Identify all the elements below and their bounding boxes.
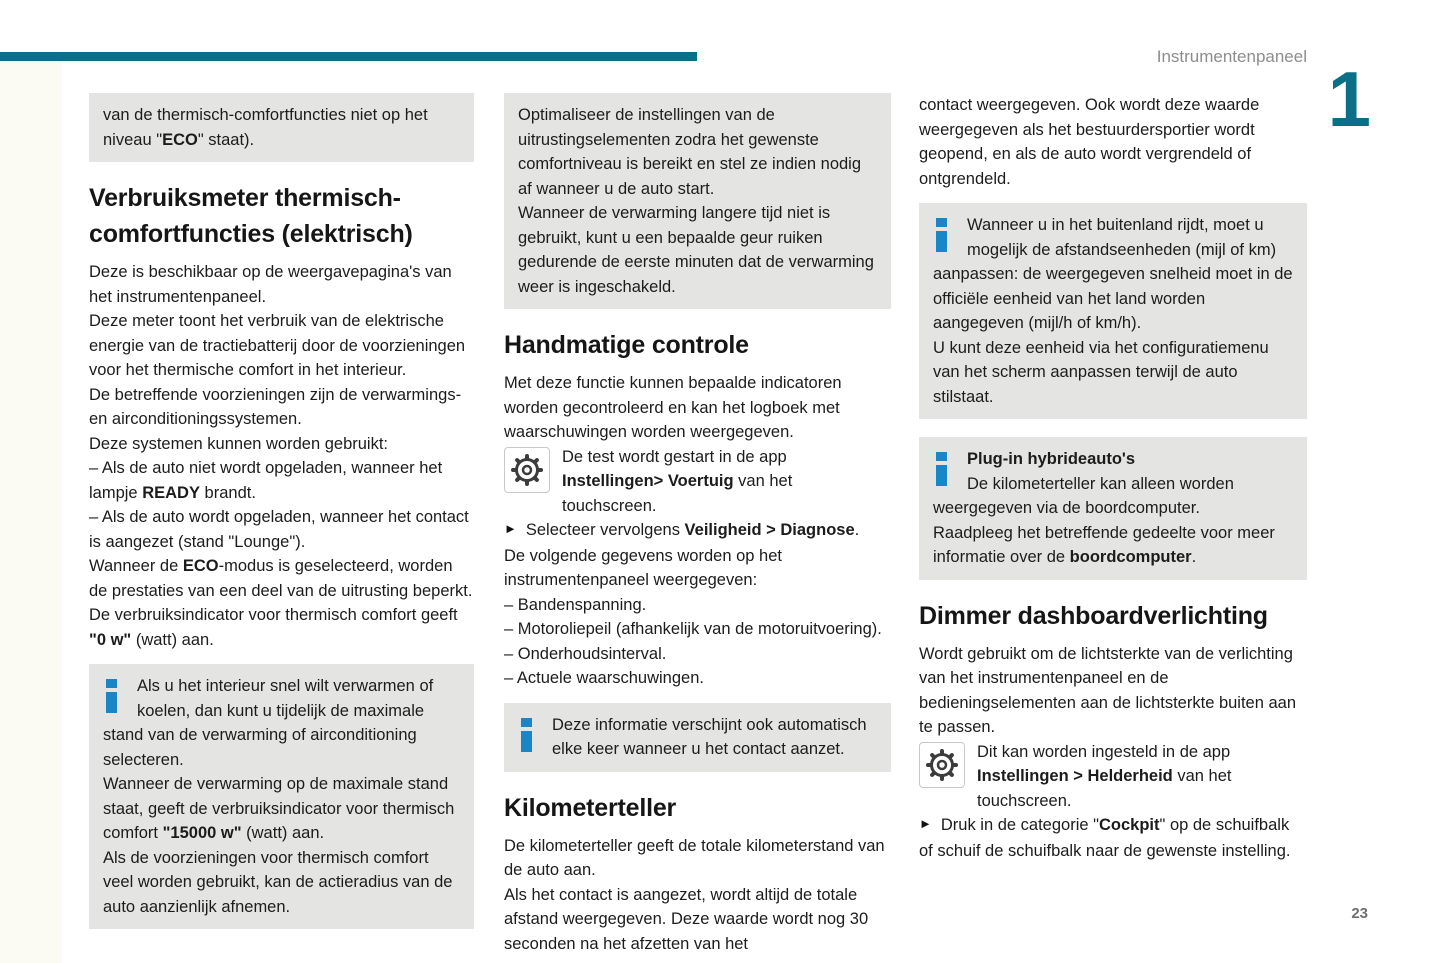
paragraph: – Als de auto niet wordt opgeladen, wanneer het lampje READY brandt. xyxy=(89,459,443,502)
paragraph: Als het contact is aangezet, wordt altijd de totale afstand weergegeven. Deze waarde wordt nog 30 seconden na het afzetten van het xyxy=(504,885,869,953)
info-icon xyxy=(933,447,967,495)
paragraph: – Motoroliepeil (afhankelijk van de motoruitvoering). xyxy=(504,620,882,638)
paragraph: – Bandenspanning. xyxy=(504,595,647,614)
callout-text: Deze informatie verschijnt ook automatisch elke keer wanneer u het contact aanzet. xyxy=(552,715,867,758)
action-arrow-icon: ► xyxy=(504,521,517,536)
bold-text: ECO xyxy=(162,130,198,149)
paragraph: De kilometerteller geeft de totale kilometerstand van de auto aan. xyxy=(504,836,885,879)
action-arrow-icon: ► xyxy=(919,816,932,831)
paragraph: De volgende gegevens worden op het instrumentenpaneel weergegeven: xyxy=(504,546,782,589)
paragraph: Dit kan worden ingesteld in de app Instellingen > Helderheid van het touchscreen. xyxy=(919,740,1307,814)
bold-text: Cockpit xyxy=(1098,816,1160,834)
paragraph: Deze is beschikbaar op de weergavepagina's van het instrumentenpaneel. xyxy=(89,263,452,306)
info-icon xyxy=(933,213,967,261)
paragraph: De betreffende voorzieningen zijn de verwarmings- en airconditioningssystemen. xyxy=(89,385,462,428)
section-heading: Dimmer dashboardverlichting xyxy=(919,601,1268,630)
callout-text: Wanneer de verwarming langere tijd niet is gebruikt, kunt u een bepaalde geur ruiken gedurende de eerste minuten dat de verwarming weer is ingeschakeld. xyxy=(518,204,874,296)
callout-text: van de thermisch-comfortfuncties niet op het niveau "ECO" staat). xyxy=(103,106,428,149)
paragraph: Met deze functie kunnen bepaalde indicatoren worden gecontroleerd en kan het logboek met waarschuwingen worden weergegeven. xyxy=(504,374,842,441)
paragraph: – Als de auto wordt opgeladen, wanneer het contact is aangezet (stand "Lounge"). xyxy=(89,508,469,551)
paragraph: – Onderhoudsinterval. xyxy=(504,644,667,663)
paragraph: ► Druk in de categorie "Cockpit" op de schuifbalk of schuif de schuifbalk naar de gewenste instelling. xyxy=(919,816,1291,860)
callout-text: Optimaliseer de instellingen van de uitrustingselementen zodra het gewenste comfortniveau is bereikt en stel ze indien nodig af wanneer u de auto start. xyxy=(518,106,862,198)
paragraph: ► Selecteer vervolgens Veiligheid > Diagnose. xyxy=(504,521,860,539)
paragraph: contact weergegeven. Ook wordt deze waarde weergegeven als het bestuurdersportier wordt geopend, en als de auto wordt vergrendeld of ontgrendeld. xyxy=(919,96,1260,188)
page-edge-strip xyxy=(0,61,62,963)
paragraph: – Actuele waarschuwingen. xyxy=(504,669,704,687)
bold-text: boordcomputer xyxy=(1069,548,1192,566)
note-callout xyxy=(89,93,474,162)
section-heading: Handmatige controle xyxy=(504,331,749,359)
settings-gear-icon xyxy=(504,447,550,493)
paragraph: Deze systemen kunnen worden gebruikt: xyxy=(89,434,388,453)
callout-text: Wanneer de verwarming op de maximale stand staat, geeft de verbruiksindicator voor thermisch comfort "15000 w" (watt) aan. xyxy=(103,775,455,842)
info-icon xyxy=(518,713,552,761)
section-heading: Verbruiksmeter thermisch-comfortfuncties (elektrisch) xyxy=(89,184,413,248)
callout-text xyxy=(933,447,1293,472)
callout-text: De kilometerteller kan alleen worden weergegeven via de boordcomputer. xyxy=(933,474,1234,517)
callout-text: Als u het interieur snel wilt verwarmen of koelen, dan kunt u tijdelijk de maximale stand van de verwarming of airconditioning selecteren. xyxy=(103,677,434,769)
callout-text: Wanneer u in het buitenland rijdt, moet u mogelijk de afstandseenheden (mijl of km) aanpassen: de weergegeven snelheid moet in de officiële eenheid van het land worden aangegeven (mijl/h of km/h). xyxy=(933,216,1293,332)
column-left xyxy=(89,93,474,947)
bold-text: "15000 w" xyxy=(162,824,242,842)
info-callout xyxy=(919,437,1307,580)
paragraph: Deze meter toont het verbruik van de elektrische energie van de tractiebatterij door de voorzieningen voor het thermische comfort in het interieur. xyxy=(89,312,466,379)
callout-text: U kunt deze eenheid via het configuratiemenu van het scherm aanpassen terwijl de auto stilstaat. xyxy=(933,338,1269,406)
page-number: 23 xyxy=(1351,905,1368,922)
bold-text: Plug-in hybrideauto's xyxy=(967,450,1136,468)
note-callout xyxy=(504,93,891,309)
callout-text: Als de voorzieningen voor thermisch comfort veel worden gebruikt, kan de actieradius van de auto aanzienlijk afnemen. xyxy=(103,848,453,916)
column-middle xyxy=(504,93,891,956)
section-heading: Kilometerteller xyxy=(504,793,677,822)
bold-text: Instellingen > Helderheid xyxy=(977,767,1173,785)
header-section-title: Instrumentenpaneel xyxy=(1156,47,1307,66)
info-icon xyxy=(103,674,137,722)
bold-text: ECO xyxy=(182,557,219,575)
chapter-number: 1 xyxy=(1327,55,1369,143)
bold-text: "0 w" xyxy=(89,630,132,649)
paragraph: Wordt gebruikt om de lichtsterkte van de verlichting van het instrumentenpaneel en de bedieningselementen aan de lichtsterkte buiten aan te passen. xyxy=(919,644,1297,736)
bold-text: READY xyxy=(142,483,200,502)
paragraph: Wanneer de ECO-modus is geselecteerd, worden de prestaties van een deel van de uitrusting beperkt. xyxy=(89,557,473,600)
paragraph: De test wordt gestart in de app Instellingen> Voertuig van het touchscreen. xyxy=(504,445,891,519)
header-rule xyxy=(0,52,697,61)
info-callout xyxy=(919,203,1307,419)
bold-text: Instellingen> Voertuig xyxy=(562,472,734,490)
info-callout xyxy=(504,703,891,772)
info-callout xyxy=(89,664,474,929)
column-right xyxy=(919,93,1307,863)
callout-text: Raadpleeg het betreffende gedeelte voor meer informatie over de boordcomputer. xyxy=(933,523,1275,566)
paragraph: De verbruiksindicator voor thermisch comfort geeft "0 w" (watt) aan. xyxy=(89,606,458,649)
bold-text: Veiligheid > Diagnose xyxy=(684,521,855,539)
settings-gear-icon xyxy=(919,742,965,788)
